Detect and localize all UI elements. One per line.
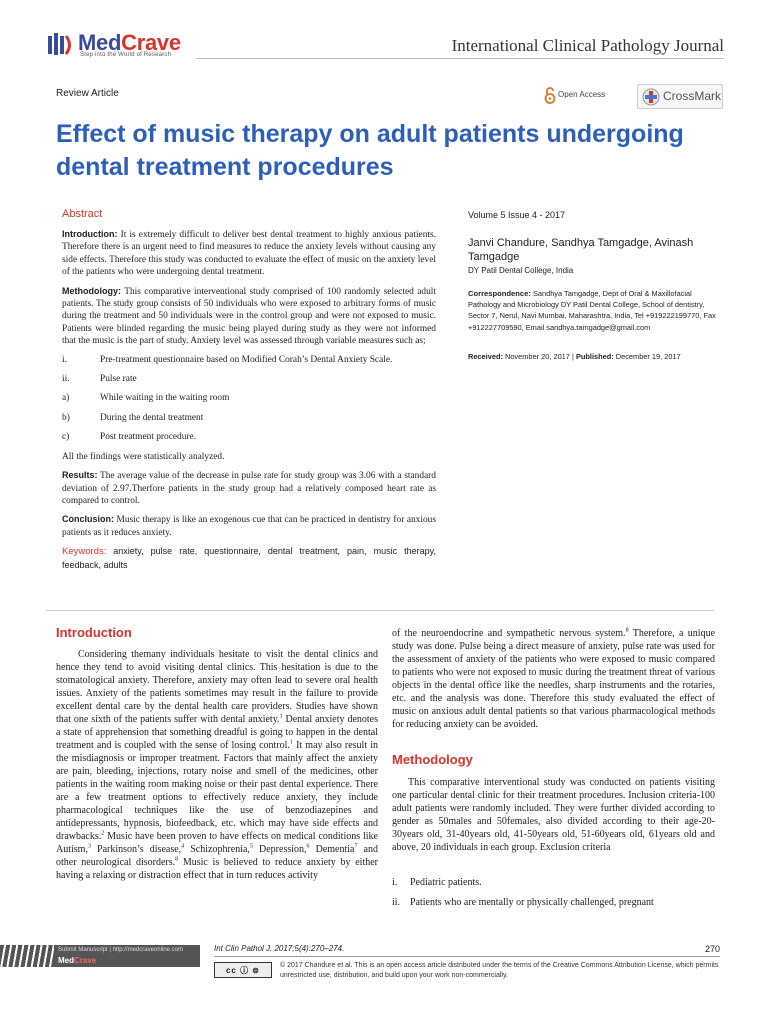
correspondence: Correspondence: Sandhya Tamgadge, Dept of Oral & Maxillofacial Pathology and Microbiology DY Patil Dental College, School of dentistry, Sector 7, Nerul, Navi Mumbai, Maharashtra, India, Tel +919222199770, Fax +912227709590, Email sandhya.tamgadge@gmail.com: [468, 289, 716, 332]
footer-brand: MedCrave: [58, 956, 97, 965]
submit-manuscript-banner[interactable]: [0, 945, 200, 967]
crossmark-icon: [642, 88, 660, 106]
reference-marker[interactable]: 2: [101, 830, 105, 837]
reference-marker[interactable]: 1: [279, 713, 283, 720]
open-lock-icon: [544, 86, 556, 104]
medcrave-logo[interactable]: [46, 30, 196, 64]
introduction-heading: Introduction: [56, 625, 132, 640]
abstract-list-item: b) During the dental treatment: [62, 412, 204, 423]
cc-badge-text: cc ⓘ ⊜: [225, 966, 261, 975]
abstract-list-item: ii. Pulse rate: [62, 374, 137, 385]
abstract-results: Results: The average value of the decrease in pulse rate for study group was 3.06 with a standard deviation of 2.97.Therfore patients in the study group had a relatively composed heart rate as compared to control.: [62, 470, 436, 506]
abstract-list-item: a) While waiting in the waiting room: [62, 393, 230, 404]
medcrave-logo-icon: [46, 32, 74, 58]
abstract-introduction: Introduction: It is extremely difficult to deliver best dental treatment to highly anxious patients. Therefore there is an urgent need to find measures to reduce the anxiety levels without causing any side effects. Therefore this study was conducted to evaluate the effect of music on the anxiety level of the patients who were undergoing dental treatment.: [62, 229, 437, 278]
submit-manuscript-link[interactable]: Submit Manuscript | http://medcraveonline.com: [58, 947, 183, 953]
cc-license-badge[interactable]: [214, 962, 272, 978]
affiliation: DY Patil Dental College, India: [468, 266, 574, 275]
abstract-list-item: c) Post treatment procedure.: [62, 432, 197, 443]
crossmark-button[interactable]: [637, 84, 723, 109]
received-published-dates: Received: November 20, 2017 | Published: December 19, 2017: [468, 352, 681, 361]
reference-marker[interactable]: 5: [249, 843, 253, 850]
article-title: Effect of music therapy on adult patients undergoing dental treatment procedures: [56, 120, 684, 181]
abstract-heading: Abstract: [62, 208, 103, 220]
journal-title[interactable]: International Clinical Pathology Journal: [451, 36, 724, 55]
page-number: 270: [704, 944, 720, 954]
abstract-list-item: i. Pre-treatment questionnaire based on Modified Corah’s Dental Anxiety Scale.: [62, 354, 393, 365]
abstract-body: [62, 228, 436, 578]
methodology-list-item: ii. Patients who are mentally or physically challenged, pregnant: [392, 897, 654, 908]
reference-marker[interactable]: 6: [306, 843, 310, 850]
header-divider: [196, 58, 724, 59]
introduction-paragraph: Considering themany individuals hesitate to visit the dental clinics and hence they tend to avoid visiting dental clinics. This hesitation is due to the stomatological anxiety. Therefore, anxiety may often lead to severe oral health issues. Anxiety of the patients sometimes may result in the failure to provide excellent dental care by the dental health care providers. Studies have shown that one sixth of the patients suffer with dental anxiety.$^1$ Dental anxiety denotes a state of apprehension that something dreadful is going to happen in the dental treatment and is coupled with the sense of losing control.$^1$ It may also result in the misdiagnosis or improper treatment. Factors that mainly affect the anxiety are pain, bleeding, injections, rotary noise and smell of the medicines, other patients in the waiting room making noise or their past dental experience. There are a few treatment options to effectively reduce anxiety, they include pharmacological techniques like the use of benzodiazepines and antidepressants, hypnosis, biofeedback, etc. which may have side effects and drawbacks.$^2$ Music have been proven to have effects on medical conditions like Autism,$^3$ Parkinson’s disease,$^4$ Schizophrenia,$^5$ Depression,$^6$ Dementia$^7$ and other neurological disorders.$^8$ Music is believed to reduce anxiety by either having a relaxing or distraction effect that in turn reduces activity: [56, 649, 379, 881]
citation: Int Clin Pathol J. 2017;5(4):270‒274.: [214, 944, 345, 953]
abstract-conclusion: Conclusion: Music therapy is like an exogenous cue that can be practiced in dentistry for anxious patients as it reduces anxiety.: [62, 514, 436, 538]
reference-marker[interactable]: 8: [625, 627, 629, 634]
abstract-keywords: Keywords: anxiety, pulse rate, questionnaire, dental treatment, pain, music therapy, feedback, adults: [62, 546, 437, 570]
abstract-findings: All the findings were statistically analyzed.: [62, 451, 225, 462]
logo-wordmark: MedCrave: [78, 30, 181, 55]
reference-marker[interactable]: 4: [181, 843, 185, 850]
author-list: Janvi Chandure, Sandhya Tamgadge, Avinash Tamgadge: [468, 237, 694, 263]
volume-info: Volume 5 Issue 4 - 2017: [468, 210, 566, 220]
methodology-list-item: i. Pediatric patients.: [392, 877, 482, 888]
open-access-label: Open Access: [558, 90, 606, 99]
license-text: © 2017 Chandure et al. This is an open access article distributed under the terms of the Creative Commons Attribution License, which permits unrestricted use, distribution, and build upon your work non-commercially.: [280, 962, 719, 979]
article-type: Review Article: [56, 88, 119, 99]
reference-marker[interactable]: 3: [87, 843, 91, 850]
reference-marker[interactable]: 1: [289, 739, 293, 746]
section-divider: [46, 610, 714, 611]
reference-marker[interactable]: 7: [354, 843, 358, 850]
reference-marker[interactable]: 8: [175, 856, 179, 863]
logo-tagline: Step into the World of Research: [80, 52, 172, 58]
methodology-heading: Methodology: [392, 752, 473, 767]
footer-divider: [214, 956, 720, 957]
introduction-continued: of the neuroendocrine and sympathetic nervous system.$^8$ Therefore, a unique study was done. Pulse being a direct measure of anxiety, pulse rate was used for the assessment of anxiety of the patients who were exposed to music compared to patients who were not exposed to music during the treatment threat of various objects in the dental office like the needles, sharp instruments and the rotaries, etc. and the analysis was done. Therefore this study evaluated the effect of music on anxious adult dental patients so that various pharmacological methods for reducing anxiety can be avoided.: [392, 627, 716, 730]
abstract-methodology: Methodology: This comparative interventional study comprised of 100 randomly selected adult patients. The study group consists of 50 individuals who were exposed to arbitrary forms of music during the treatment and 50 individuals were in the control group and were not exposed to music. Patients were blinded regarding the music being played during study as they were not informed that the music is the part of study. Anxiety level was assessed through variable measures such as;: [62, 285, 436, 347]
crossmark-label: CrossMark: [663, 89, 722, 103]
methodology-paragraph: This comparative interventional study was conducted on patients visiting one particular dental clinic for their treatment procedures. Inclusion criteria-100 adult patients were randomly included. They were further divided according to gender as 50males and 50females, also divided according to their age-20-30years old, 31-40years old, 41-50years old, 51-60years old, 61years old and above, 20 individuals in each group. Exclusion criteria: [392, 777, 715, 853]
